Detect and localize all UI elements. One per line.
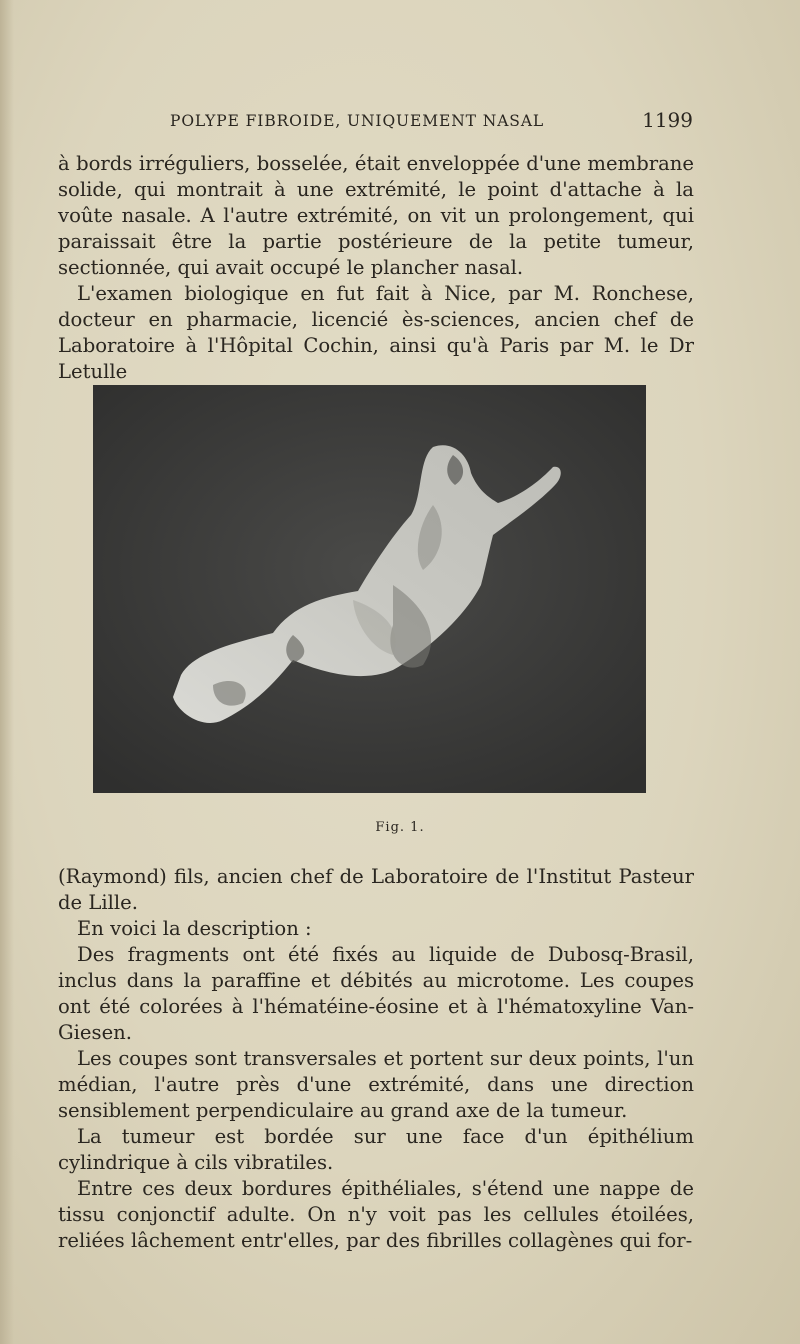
paragraph: à bords irréguliers, bosselée, était enveloppée d'une membrane solide, qui montrait à une extrémité, le point d'attache à la voûte nasale. A l'autre extrémité, on vit un prolongement, qui paraissait être la partie postérieure de la petite tumeur, sectionnée, qui avait occupé le plancher nasal.	[58, 152, 694, 279]
running-title: POLYPE FIBROIDE, UNIQUEMENT NASAL	[170, 112, 545, 130]
paragraph: En voici la description :	[77, 917, 312, 940]
text-block-bottom	[58, 864, 694, 1254]
page-number: 1199	[642, 108, 693, 132]
tumor-specimen-photo	[93, 385, 646, 793]
paragraph: Les coupes sont transversales et portent sur deux points, l'un médian, l'autre près d'une extrémité, dans une direction sensiblement perpendiculaire au grand axe de la tumeur.	[58, 1047, 694, 1122]
figure-photo	[93, 385, 646, 793]
paragraph: Des fragments ont été fixés au liquide de Dubosq-Brasil, inclus dans la paraffine et débités au microtome. Les coupes ont été colorées à l'hématéine-éosine et à l'hématoxyline Van-Giesen.	[58, 943, 694, 1044]
figure-caption: Fig. 1.	[375, 820, 425, 835]
page-header	[58, 108, 693, 136]
paragraph: (Raymond) fils, ancien chef de Laboratoire de l'Institut Pasteur de Lille.	[58, 865, 694, 914]
paragraph: La tumeur est bordée sur une face d'un épithélium cylindrique à cils vibratiles.	[58, 1125, 694, 1174]
text-block-top	[58, 151, 694, 385]
paragraph: L'examen biologique en fut fait à Nice, par M. Ronchese, docteur en pharmacie, licencié ès-sciences, ancien chef de Laboratoire à l'Hôpital Cochin, ainsi qu'à Paris par M. le Dr Letulle	[58, 282, 694, 383]
paragraph: Entre ces deux bordures épithéliales, s'étend une nappe de tissu conjonctif adulte. On n'y voit pas les cellules étoilées, reliées lâchement entr'elles, par des fibrilles collagènes qui for-	[58, 1177, 694, 1252]
page-edge-shadow	[0, 0, 14, 1344]
